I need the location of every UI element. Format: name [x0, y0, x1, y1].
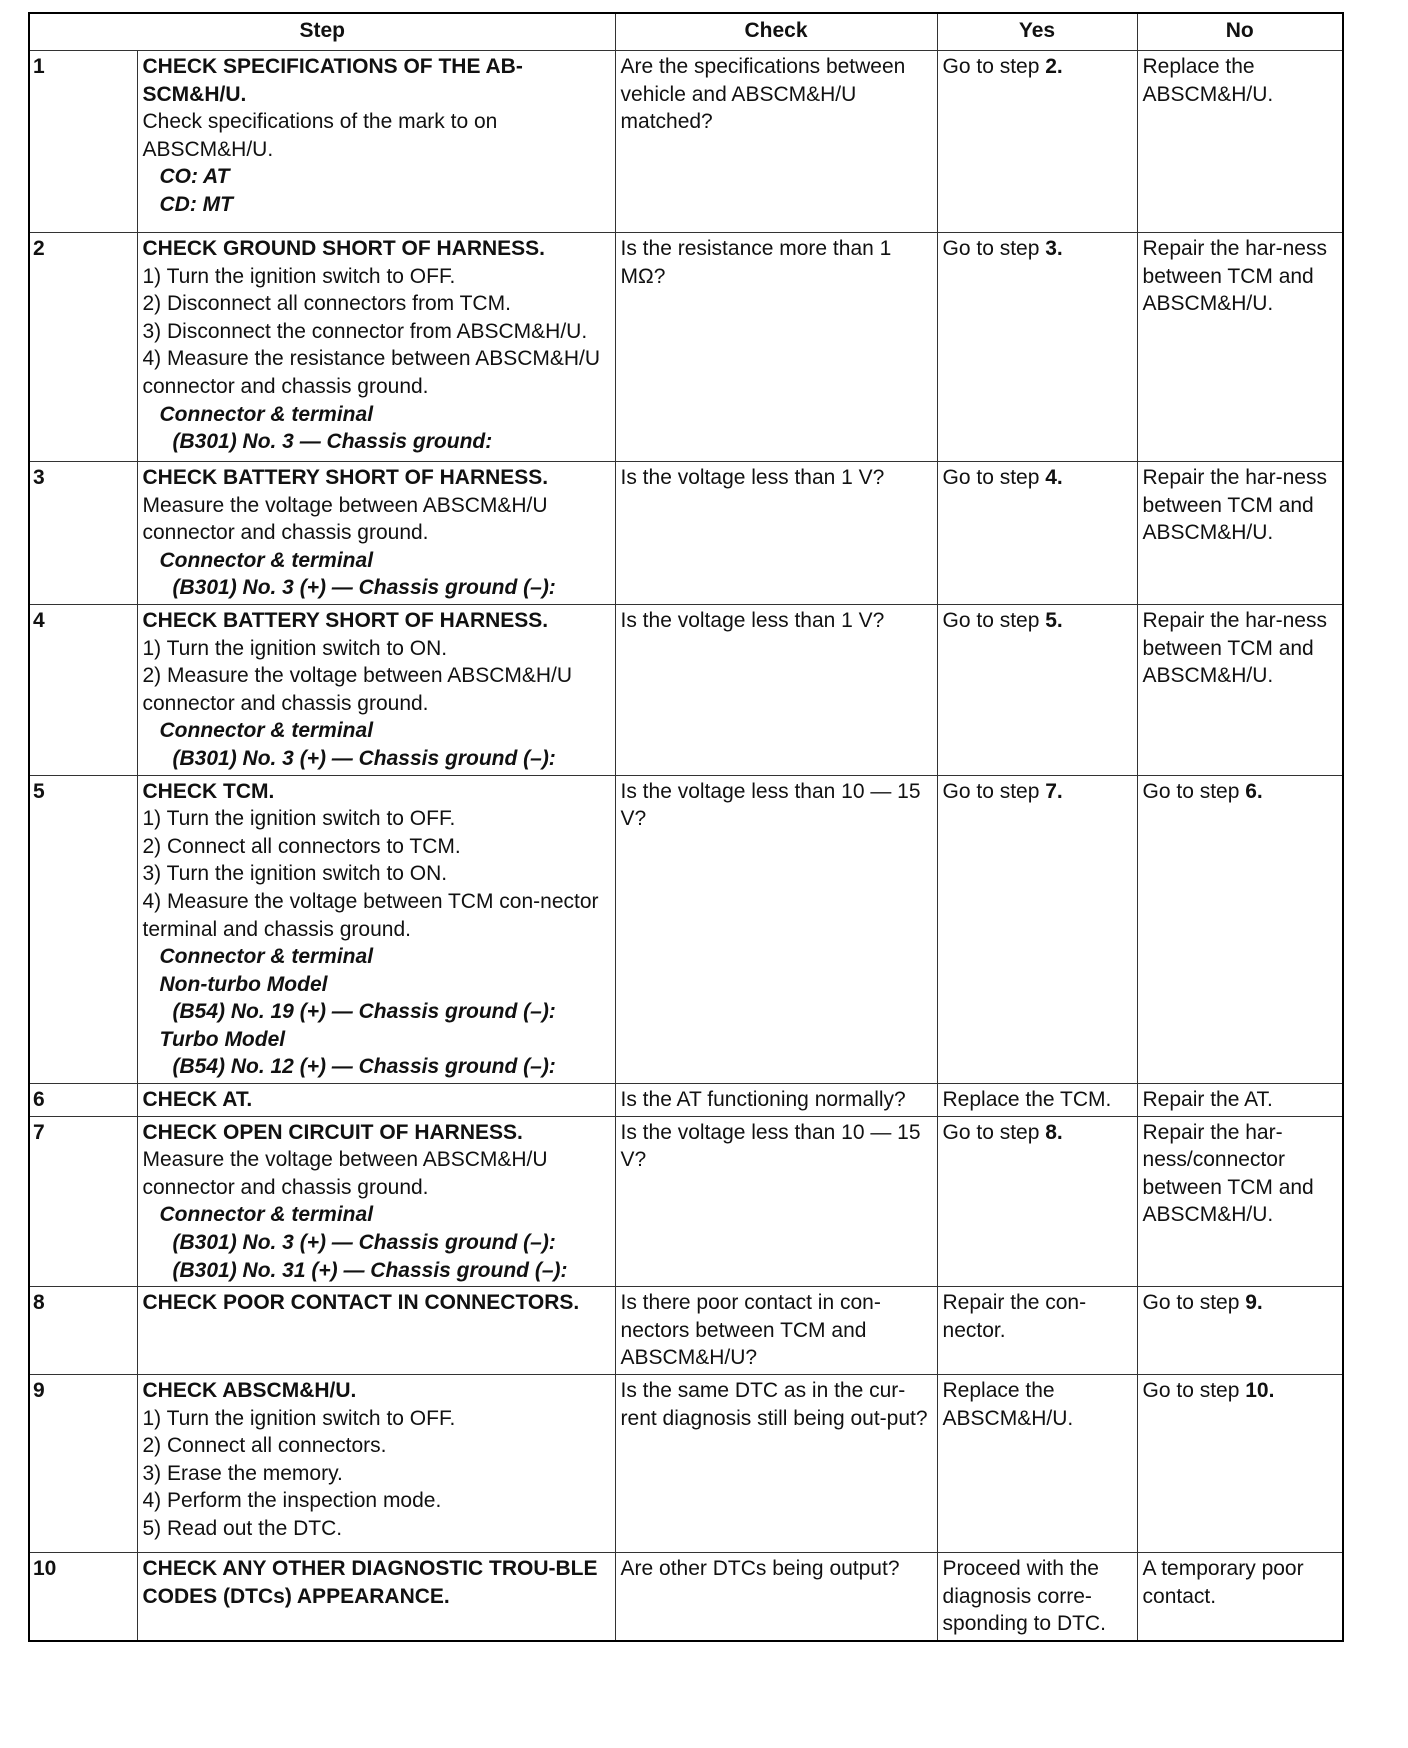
header-yes: Yes	[937, 13, 1137, 51]
step-title: CHECK AT.	[142, 1088, 253, 1112]
no-action	[1137, 462, 1343, 605]
yes-action	[937, 1084, 1137, 1117]
step-instruction: 2) Connect all connectors to TCM.	[142, 834, 461, 858]
yes-step-ref: 7.	[1045, 779, 1063, 803]
step-number: 6	[29, 1084, 137, 1117]
step-number: 5	[29, 775, 137, 1084]
check-question: Is the same DTC as in the cur-rent diagnosis still being out-put?	[615, 1375, 937, 1553]
yes-step-ref: 4.	[1045, 466, 1063, 489]
no-action-text: Replace the ABSCM&H/U.	[1142, 55, 1274, 106]
table-row	[29, 1116, 1343, 1287]
check-question: Is the AT functioning normally?	[615, 1084, 937, 1117]
no-step-ref: 9.	[1245, 1291, 1263, 1315]
table-row	[29, 604, 1343, 775]
connector-spec: Non-turbo Model	[159, 972, 328, 996]
step-instruction: 3) Disconnect the connector from ABSCM&H/U.	[142, 319, 588, 343]
step-title: CHECK GROUND SHORT OF HARNESS.	[142, 237, 546, 260]
check-question: Is the voltage less than 10 — 15 V?	[615, 1116, 937, 1287]
no-action	[1137, 775, 1343, 1084]
step-title: CHECK BATTERY SHORT OF HARNESS.	[142, 466, 549, 489]
check-question: Are other DTCs being output?	[615, 1553, 937, 1641]
yes-action-text: Go to step	[942, 779, 1046, 803]
no-action-text: Repair the AT.	[1142, 1088, 1273, 1112]
connector-spec: CD: MT	[159, 192, 233, 216]
connector-spec: Connector & terminal	[159, 719, 374, 743]
step-instruction: 3) Erase the memory.	[142, 1461, 343, 1485]
step-instruction: 1) Turn the ignition switch to OFF.	[142, 807, 456, 831]
step-instruction: Measure the voltage between ABSCM&H/U connector and chassis ground.	[142, 493, 548, 545]
step-title: CHECK POOR CONTACT IN CONNECTORS.	[142, 1291, 580, 1315]
step-title: CHECK SPECIFICATIONS OF THE AB-SCM&H/U.	[142, 55, 523, 106]
yes-step-ref: 2.	[1045, 55, 1063, 78]
table-row	[29, 233, 1343, 462]
no-action	[1137, 1084, 1343, 1117]
yes-action	[937, 233, 1137, 462]
no-action-text: Repair the har-ness between TCM and ABSCM&H/U.	[1142, 237, 1327, 316]
step-title: CHECK TCM.	[142, 779, 275, 803]
no-action-text: Repair the har-ness between TCM and ABSCM&H/U.	[1142, 466, 1327, 545]
step-instruction: 2) Disconnect all connectors from TCM.	[142, 292, 511, 316]
step-number: 9	[29, 1375, 137, 1553]
yes-action-text: Go to step	[942, 466, 1046, 489]
header-check: Check	[615, 13, 937, 51]
connector-spec: (B301) No. 3 (+) — Chassis ground (–):	[172, 746, 556, 770]
connector-spec: (B301) No. 3 (+) — Chassis ground (–):	[172, 1231, 556, 1255]
yes-step-ref: 3.	[1045, 237, 1063, 260]
step-description	[137, 1553, 615, 1641]
no-action	[1137, 51, 1343, 233]
step-description	[137, 1084, 615, 1117]
step-number: 7	[29, 1116, 137, 1287]
step-instruction: 2) Measure the voltage between ABSCM&H/U connector and chassis ground.	[142, 664, 573, 715]
no-action-text: Go to step	[1142, 1291, 1246, 1315]
no-action	[1137, 233, 1343, 462]
table-row	[29, 51, 1343, 233]
yes-action-text: Go to step	[942, 237, 1046, 260]
yes-action	[937, 1116, 1137, 1287]
connector-spec: (B54) No. 19 (+) — Chassis ground (–):	[172, 1000, 556, 1024]
yes-action	[937, 1553, 1137, 1641]
step-number: 8	[29, 1287, 137, 1375]
step-description	[137, 233, 615, 462]
check-question: Is the voltage less than 10 — 15 V?	[615, 775, 937, 1084]
step-title: CHECK ABSCM&H/U.	[142, 1379, 357, 1402]
no-action	[1137, 1116, 1343, 1287]
connector-spec: (B301) No. 31 (+) — Chassis ground (–):	[172, 1258, 568, 1282]
table-row	[29, 1084, 1343, 1117]
yes-action-text: Go to step	[942, 1120, 1046, 1144]
connector-spec: CO: AT	[159, 165, 230, 189]
step-number: 10	[29, 1553, 137, 1641]
step-instruction: 5) Read out the DTC.	[142, 1516, 343, 1540]
table-header-row	[29, 13, 1343, 51]
step-instruction: Check specifications of the mark to on ABSCM&H/U.	[142, 110, 498, 161]
step-description	[137, 51, 615, 233]
no-action-text: Go to step	[1142, 1379, 1246, 1402]
yes-action	[937, 1287, 1137, 1375]
yes-step-ref: 8.	[1045, 1120, 1063, 1144]
no-action-text: Repair the har-ness between TCM and ABSCM&H/U.	[1142, 608, 1327, 688]
table-row	[29, 462, 1343, 605]
no-action-text: Repair the har-ness/connector between TCM and ABSCM&H/U.	[1142, 1120, 1314, 1227]
step-description	[137, 775, 615, 1084]
no-action	[1137, 604, 1343, 775]
step-instruction: 3) Turn the ignition switch to ON.	[142, 862, 448, 886]
step-title: CHECK ANY OTHER DIAGNOSTIC TROU-BLE CODES (DTCs) APPEARANCE.	[142, 1557, 598, 1608]
yes-action-text: Repair the con-nector.	[942, 1291, 1087, 1342]
table-row	[29, 1287, 1343, 1375]
no-action	[1137, 1553, 1343, 1641]
yes-action	[937, 462, 1137, 605]
diagnostic-table-container	[28, 12, 1344, 1642]
yes-step-ref: 5.	[1045, 608, 1063, 632]
check-question: Are the specifications between vehicle and ABSCM&H/U matched?	[615, 51, 937, 233]
connector-spec: Turbo Model	[159, 1027, 286, 1051]
yes-action-text: Go to step	[942, 55, 1046, 78]
step-number: 3	[29, 462, 137, 605]
no-action	[1137, 1375, 1343, 1553]
check-question: Is the resistance more than 1 MΩ?	[615, 233, 937, 462]
step-description	[137, 1375, 615, 1553]
step-number: 2	[29, 233, 137, 462]
table-row	[29, 1553, 1343, 1641]
table-row	[29, 1375, 1343, 1553]
step-description	[137, 1116, 615, 1287]
no-action-text: Go to step	[1142, 779, 1246, 803]
step-description	[137, 462, 615, 605]
header-step: Step	[29, 13, 615, 51]
step-instruction: 4) Perform the inspection mode.	[142, 1489, 442, 1513]
step-instruction: 2) Connect all connectors.	[142, 1434, 387, 1458]
step-instruction: 1) Turn the ignition switch to OFF.	[142, 1406, 456, 1430]
table-row	[29, 775, 1343, 1084]
step-instruction: 1) Turn the ignition switch to OFF.	[142, 264, 456, 288]
check-question: Is there poor contact in con-nectors between TCM and ABSCM&H/U?	[615, 1287, 937, 1375]
yes-action-text: Go to step	[942, 608, 1046, 632]
yes-action	[937, 775, 1137, 1084]
step-instruction: Measure the voltage between ABSCM&H/U connector and chassis ground.	[142, 1148, 548, 1199]
connector-spec: Connector & terminal	[159, 1203, 374, 1227]
yes-action-text: Replace the ABSCM&H/U.	[942, 1379, 1074, 1430]
no-action-text: A temporary poor contact.	[1142, 1557, 1304, 1608]
yes-action	[937, 604, 1137, 775]
step-title: CHECK BATTERY SHORT OF HARNESS.	[142, 608, 549, 632]
connector-spec: Connector & terminal	[159, 548, 374, 572]
step-instruction: 4) Measure the resistance between ABSCM&H/U connector and chassis ground.	[142, 347, 601, 398]
header-no: No	[1137, 13, 1343, 51]
yes-action-text: Replace the TCM.	[942, 1088, 1112, 1112]
connector-spec: (B301) No. 3 (+) — Chassis ground (–):	[172, 576, 556, 600]
diagnostic-procedure-table	[28, 12, 1344, 1642]
check-question: Is the voltage less than 1 V?	[615, 604, 937, 775]
step-instruction: 4) Measure the voltage between TCM con-nector terminal and chassis ground.	[142, 889, 599, 941]
step-title: CHECK OPEN CIRCUIT OF HARNESS.	[142, 1120, 523, 1144]
step-instruction: 1) Turn the ignition switch to ON.	[142, 636, 448, 660]
yes-action-text: Proceed with the diagnosis corre-sponding to DTC.	[942, 1557, 1106, 1636]
connector-spec: (B54) No. 12 (+) — Chassis ground (–):	[172, 1055, 556, 1079]
yes-action	[937, 51, 1137, 233]
step-description	[137, 604, 615, 775]
yes-action	[937, 1375, 1137, 1553]
connector-spec: (B301) No. 3 — Chassis ground:	[172, 430, 493, 454]
step-description	[137, 1287, 615, 1375]
no-action	[1137, 1287, 1343, 1375]
connector-spec: Connector & terminal	[159, 945, 374, 969]
check-question: Is the voltage less than 1 V?	[615, 462, 937, 605]
no-step-ref: 6.	[1245, 779, 1263, 803]
connector-spec: Connector & terminal	[159, 402, 374, 426]
step-number: 1	[29, 51, 137, 233]
step-number: 4	[29, 604, 137, 775]
no-step-ref: 10.	[1245, 1379, 1275, 1402]
